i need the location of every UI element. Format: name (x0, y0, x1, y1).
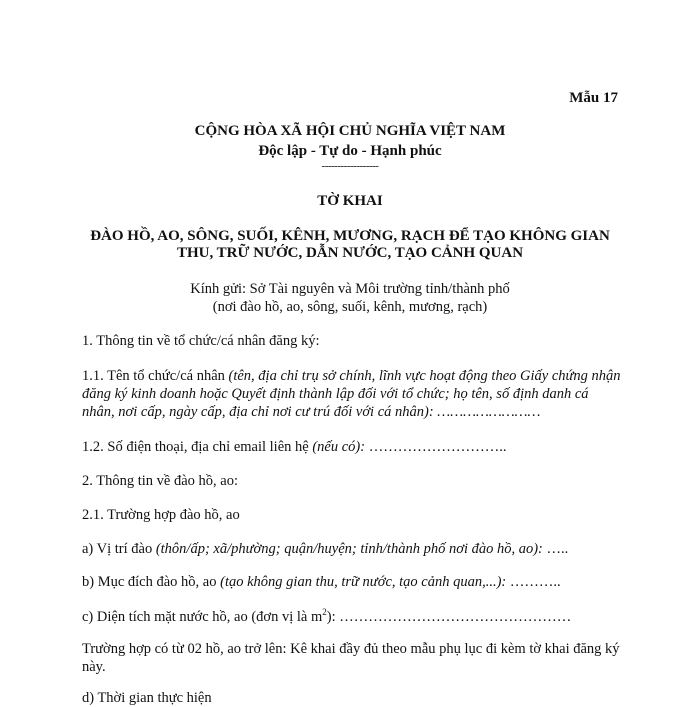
recipient-line: Kính gửi: Sở Tài nguyên và Môi trường tỉnh/thành phố (190, 281, 510, 297)
item-c (82, 607, 571, 626)
item-a-label: a) Vị trí đào (82, 541, 156, 557)
item-c-dots: ………………………………………… (339, 608, 572, 625)
section-1-2-label: 1.2. Số điện thoại, địa chỉ email liên hệ (82, 439, 313, 455)
subject-line-2: THU, TRỮ NƯỚC, DẪN NƯỚC, TẠO CẢNH QUAN (176, 245, 524, 261)
item-c-label: c) Diện tích mặt nước hồ, ao (đơn vị là m (82, 608, 323, 625)
item-b-dots: ……….. (509, 574, 561, 590)
section-1-heading: 1. Thông tin về tổ chức/cá nhân đăng ký: (82, 333, 320, 349)
subject-line-1: ĐÀO HỒ, AO, SÔNG, SUỐI, KÊNH, MƯƠNG, RẠCH ĐỂ TẠO KHÔNG GIAN (90, 228, 610, 244)
country-name: CỘNG HÒA XÃ HỘI CHỦ NGHĨA VIỆT NAM (194, 123, 506, 139)
item-a-note: (thôn/ấp; xã/phường; quận/huyện; tỉnh/thành phố nơi đào hồ, ao): (155, 541, 547, 557)
item-c-superscript: 2 (322, 607, 327, 617)
section-1-2-note: (nếu có): (312, 439, 369, 455)
item-b (82, 574, 561, 591)
section-2-1-heading: 2.1. Trường hợp đào hồ, ao (82, 507, 240, 523)
item-a (82, 541, 568, 558)
motto-underline: ------------------ (321, 160, 379, 172)
form-number: Mẫu 17 (569, 90, 618, 106)
multiple-ponds-note: Trường hợp có từ 02 hồ, ao trở lên: Kê khai đầy đủ theo mẫu phụ lục đi kèm tờ khai đăng ký này. (82, 641, 620, 675)
item-a-dots: ….. (546, 541, 569, 557)
section-1-2 (82, 439, 506, 456)
document-title: TỜ KHAI (317, 193, 383, 209)
national-motto: Độc lập - Tự do - Hạnh phúc (258, 143, 442, 159)
item-d: d) Thời gian thực hiện (82, 690, 212, 706)
item-b-note: (tạo không gian thu, trữ nước, tạo cảnh quan,...): (220, 574, 510, 590)
section-1-1-instructions: (tên, địa chỉ trụ sở chính, lĩnh vực hoạt động theo Giấy chứng nhận đăng ký kinh doanh hoặc Quyết định thành lập đối với tổ chức; họ tên, số định danh cá nhân, nơi cấp, ngày cấp, địa chỉ nơi cư trú đối với cá nhân): …………………… (82, 368, 621, 420)
item-c-after: ): (326, 608, 340, 625)
section-2-heading: 2. Thông tin về đào hồ, ao: (82, 473, 238, 489)
recipient-note: (nơi đào hồ, ao, sông, suối, kênh, mương, rạch) (212, 299, 488, 315)
item-b-label: b) Mục đích đào hồ, ao (82, 574, 221, 590)
section-1-1 (82, 367, 622, 421)
section-1-2-dots: ……………………….. (368, 439, 507, 455)
section-1-1-label: 1.1. Tên tổ chức/cá nhân (82, 368, 229, 384)
